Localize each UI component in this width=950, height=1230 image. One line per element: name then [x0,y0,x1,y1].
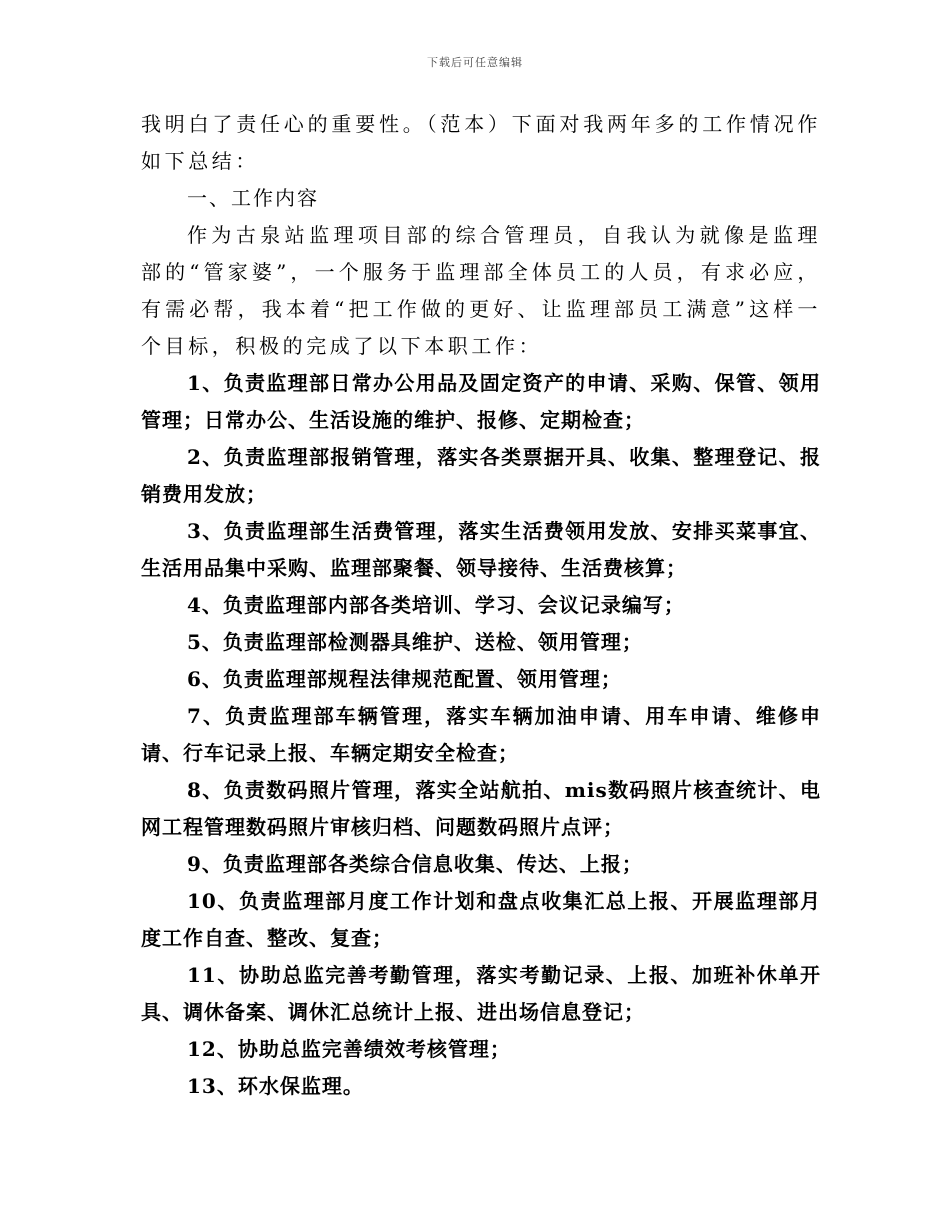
list-item: 13、环水保监理。 [187,1074,364,1098]
list-item: 8、负责数码照片管理，落实全站航拍、mis数码照片核查统计、电网工程管理数码照片审核归档、问题数码照片点评； [141,778,821,839]
document-body [141,106,821,1105]
list-item: 5、负责监理部检测器具维护、送检、领用管理； [187,630,643,654]
list-item: 1、负责监理部日常办公用品及固定资产的申请、采购、保管、领用管理；日常办公、生活设施的维护、报修、定期检查； [141,371,821,432]
list-item: 7、负责监理部车辆管理，落实车辆加油申请、用车申请、维修申请、行车记录上报、车辆定期安全检查； [141,704,821,765]
list-item: 6、负责监理部规程法律规范配置、领用管理； [187,667,622,691]
list-item: 12、协助总监完善绩效考核管理； [187,1037,511,1061]
list-item: 11、协助总监完善考勤管理，落实考勤记录、上报、加班补休单开具、调休备案、调休汇总统计上报、进出场信息登记； [141,963,821,1024]
section-heading: 一、工作内容 [187,186,319,210]
list-item: 4、负责监理部内部各类培训、学习、会议记录编写； [187,593,685,617]
list-item: 2、负责监理部报销管理，落实各类票据开具、收集、整理登记、报销费用发放； [141,445,821,506]
page-header: 下载后可任意编辑 [427,56,523,69]
section-paragraph: 作为古泉站监理项目部的综合管理员，自我认为就像是监理部的“管家婆”，一个服务于监理部全体员工的人员，有求必应，有需必帮，我本着“把工作做的更好、让监理部员工满意”这样一个目标，积极的完成了以下本职工作： [141,223,821,358]
list-item: 3、负责监理部生活费管理，落实生活费领用发放、安排买菜事宜、生活用品集中采购、监理部聚餐、领导接待、生活费核算； [141,519,821,580]
list-item: 9、负责监理部各类综合信息收集、传达、上报； [187,852,643,876]
list-item: 10、负责监理部月度工作计划和盘点收集汇总上报、开展监理部月度工作自查、整改、复查； [141,889,821,950]
intro-paragraph: 我明白了责任心的重要性。（范本）下面对我两年多的工作情况作如下总结： [141,112,821,173]
